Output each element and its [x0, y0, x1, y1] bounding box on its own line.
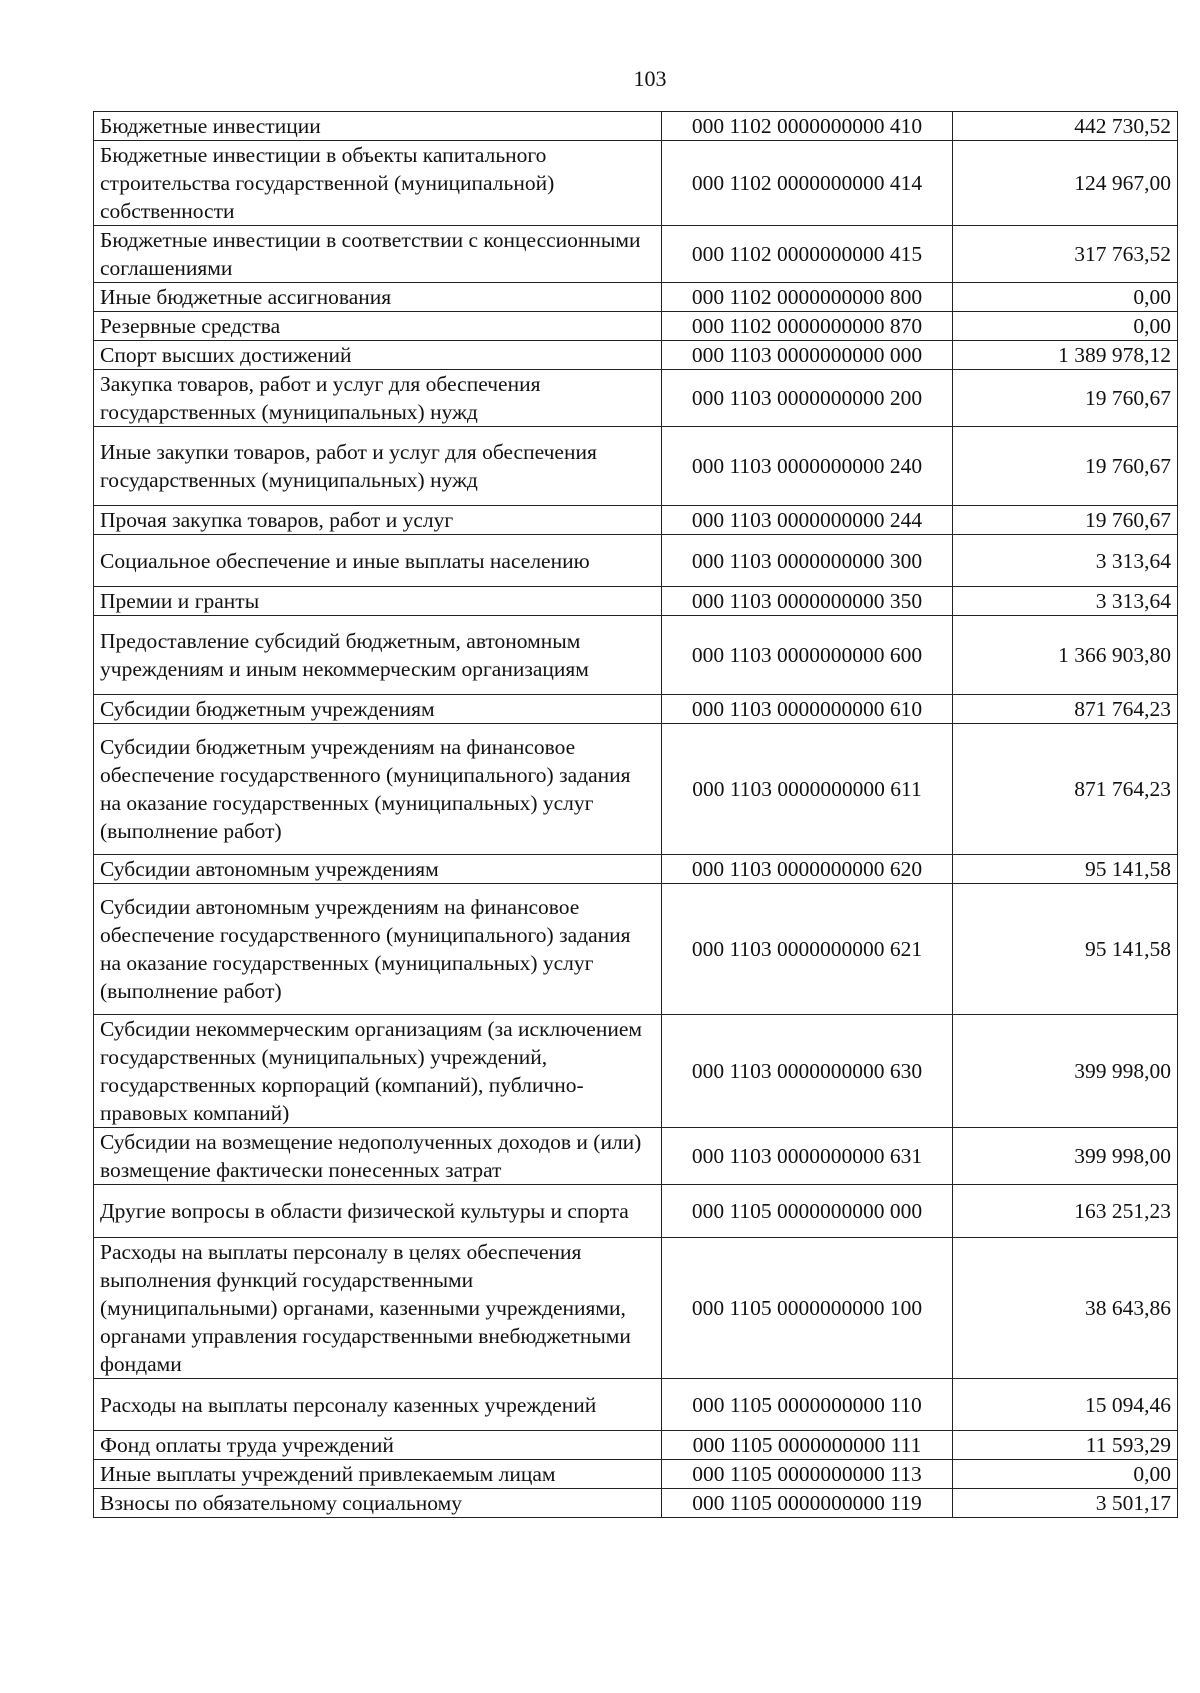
row-code-cell: 000 1103 0000000000 244: [662, 506, 953, 535]
row-code-cell: 000 1103 0000000000 000: [662, 341, 953, 370]
row-amount-cell: 19 760,67: [953, 506, 1178, 535]
row-amount-cell: 38 643,86: [953, 1238, 1178, 1379]
row-name-cell: Субсидии бюджетным учреждениям: [94, 695, 662, 724]
row-code-cell: 000 1105 0000000000 111: [662, 1431, 953, 1460]
row-amount-cell: 0,00: [953, 312, 1178, 341]
row-amount-cell: 871 764,23: [953, 724, 1178, 855]
row-amount-cell: 399 998,00: [953, 1015, 1178, 1128]
row-amount-cell: 0,00: [953, 283, 1178, 312]
row-name-cell: Премии и гранты: [94, 587, 662, 616]
row-amount-cell: 95 141,58: [953, 855, 1178, 884]
table-row: [94, 1379, 1178, 1431]
row-amount-cell: 15 094,46: [953, 1379, 1178, 1431]
row-code-cell: 000 1103 0000000000 620: [662, 855, 953, 884]
row-code-cell: 000 1103 0000000000 350: [662, 587, 953, 616]
table-row: [94, 1238, 1178, 1379]
row-name-cell: Расходы на выплаты персоналу казенных учреждений: [94, 1379, 662, 1431]
row-code-cell: 000 1102 0000000000 414: [662, 141, 953, 226]
budget-table: [93, 111, 1178, 1518]
row-name-cell: Прочая закупка товаров, работ и услуг: [94, 506, 662, 535]
row-amount-cell: 11 593,29: [953, 1431, 1178, 1460]
row-code-cell: 000 1103 0000000000 600: [662, 616, 953, 695]
table-row: [94, 616, 1178, 695]
row-amount-cell: 163 251,23: [953, 1185, 1178, 1238]
row-amount-cell: 871 764,23: [953, 695, 1178, 724]
row-name-cell: Субсидии автономным учреждениям на финансовое обеспечение государственного (муниципального) задания на оказание государственных (муниципальных) услуг (выполнение работ): [94, 884, 662, 1015]
table-row: [94, 535, 1178, 587]
row-code-cell: 000 1105 0000000000 113: [662, 1460, 953, 1489]
page-number: 103: [633, 66, 667, 91]
row-code-cell: 000 1105 0000000000 110: [662, 1379, 953, 1431]
row-code-cell: 000 1102 0000000000 870: [662, 312, 953, 341]
table-row: [94, 427, 1178, 506]
row-code-cell: 000 1102 0000000000 800: [662, 283, 953, 312]
row-code-cell: 000 1103 0000000000 300: [662, 535, 953, 587]
table-row: [94, 112, 1178, 141]
row-name-cell: Иные бюджетные ассигнования: [94, 283, 662, 312]
table-row: [94, 587, 1178, 616]
table-row: [94, 884, 1178, 1015]
table-row: [94, 312, 1178, 341]
row-code-cell: 000 1103 0000000000 631: [662, 1128, 953, 1185]
row-amount-cell: 317 763,52: [953, 226, 1178, 283]
row-code-cell: 000 1103 0000000000 200: [662, 370, 953, 427]
row-amount-cell: 124 967,00: [953, 141, 1178, 226]
table-row: [94, 1431, 1178, 1460]
table-row: [94, 1185, 1178, 1238]
row-name-cell: Спорт высших достижений: [94, 341, 662, 370]
row-code-cell: 000 1105 0000000000 119: [662, 1489, 953, 1518]
row-name-cell: Социальное обеспечение и иные выплаты населению: [94, 535, 662, 587]
row-code-cell: 000 1103 0000000000 611: [662, 724, 953, 855]
row-name-cell: Закупка товаров, работ и услуг для обеспечения государственных (муниципальных) нужд: [94, 370, 662, 427]
row-name-cell: Субсидии на возмещение недополученных доходов и (или) возмещение фактически понесенных затрат: [94, 1128, 662, 1185]
row-code-cell: 000 1103 0000000000 621: [662, 884, 953, 1015]
row-amount-cell: 1 389 978,12: [953, 341, 1178, 370]
row-name-cell: Бюджетные инвестиции: [94, 112, 662, 141]
row-code-cell: 000 1105 0000000000 100: [662, 1238, 953, 1379]
row-code-cell: 000 1105 0000000000 000: [662, 1185, 953, 1238]
row-code-cell: 000 1103 0000000000 240: [662, 427, 953, 506]
table-row: [94, 283, 1178, 312]
row-code-cell: 000 1103 0000000000 630: [662, 1015, 953, 1128]
table-row: [94, 1460, 1178, 1489]
budget-table-body: [94, 112, 1178, 1518]
row-name-cell: Субсидии автономным учреждениям: [94, 855, 662, 884]
row-amount-cell: 19 760,67: [953, 427, 1178, 506]
row-amount-cell: 3 501,17: [953, 1489, 1178, 1518]
row-code-cell: 000 1102 0000000000 415: [662, 226, 953, 283]
table-row: [94, 855, 1178, 884]
row-name-cell: Иные закупки товаров, работ и услуг для обеспечения государственных (муниципальных) нужд: [94, 427, 662, 506]
table-row: [94, 226, 1178, 283]
row-name-cell: Предоставление субсидий бюджетным, автономным учреждениям и иным некоммерческим организациям: [94, 616, 662, 695]
row-name-cell: Взносы по обязательному социальному: [94, 1489, 662, 1518]
table-row: [94, 724, 1178, 855]
table-row: [94, 141, 1178, 226]
row-name-cell: Субсидии некоммерческим организациям (за исключением государственных (муниципальных) учреждений, государственных корпораций (компаний), публично-правовых компаний): [94, 1015, 662, 1128]
row-amount-cell: 3 313,64: [953, 587, 1178, 616]
row-name-cell: Субсидии бюджетным учреждениям на финансовое обеспечение государственного (муниципального) задания на оказание государственных (муниципальных) услуг (выполнение работ): [94, 724, 662, 855]
row-name-cell: Резервные средства: [94, 312, 662, 341]
row-amount-cell: 0,00: [953, 1460, 1178, 1489]
table-row: [94, 370, 1178, 427]
table-row: [94, 1489, 1178, 1518]
table-row: [94, 341, 1178, 370]
row-amount-cell: 1 366 903,80: [953, 616, 1178, 695]
row-name-cell: Расходы на выплаты персоналу в целях обеспечения выполнения функций государственными (муниципальными) органами, казенными учреждениями, органами управления государственными внебюджетными фондами: [94, 1238, 662, 1379]
row-amount-cell: 399 998,00: [953, 1128, 1178, 1185]
row-code-cell: 000 1102 0000000000 410: [662, 112, 953, 141]
row-name-cell: Иные выплаты учреждений привлекаемым лицам: [94, 1460, 662, 1489]
table-row: [94, 695, 1178, 724]
row-amount-cell: 95 141,58: [953, 884, 1178, 1015]
row-amount-cell: 3 313,64: [953, 535, 1178, 587]
row-amount-cell: 19 760,67: [953, 370, 1178, 427]
row-name-cell: Другие вопросы в области физической культуры и спорта: [94, 1185, 662, 1238]
table-row: [94, 1128, 1178, 1185]
row-name-cell: Бюджетные инвестиции в соответствии с концессионными соглашениями: [94, 226, 662, 283]
table-row: [94, 1015, 1178, 1128]
row-name-cell: Фонд оплаты труда учреждений: [94, 1431, 662, 1460]
table-row: [94, 506, 1178, 535]
row-code-cell: 000 1103 0000000000 610: [662, 695, 953, 724]
row-name-cell: Бюджетные инвестиции в объекты капитального строительства государственной (муниципальной) собственности: [94, 141, 662, 226]
row-amount-cell: 442 730,52: [953, 112, 1178, 141]
